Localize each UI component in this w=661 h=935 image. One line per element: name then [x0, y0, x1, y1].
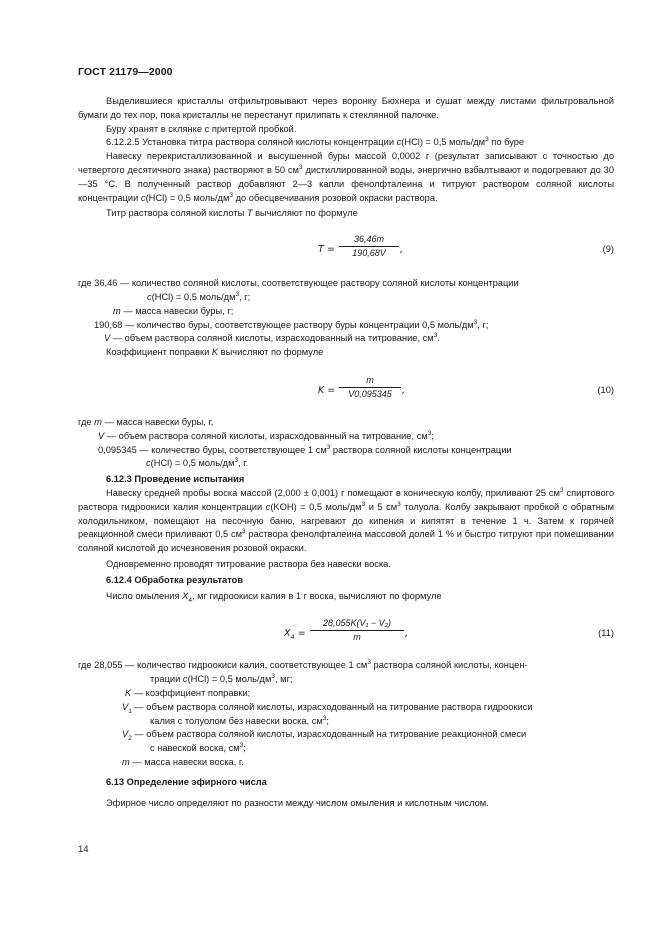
superscript: 3: [322, 714, 327, 722]
superscript: 3: [298, 163, 303, 171]
text: c: [140, 192, 146, 203]
text: Коэффициент поправки: [106, 347, 212, 358]
superscript: 3: [473, 318, 478, 326]
text: с навеской воска, см: [150, 743, 240, 754]
page-content: [78, 95, 614, 811]
text: K: [211, 347, 219, 358]
text: , мг;: [275, 674, 293, 685]
superscript: 3: [242, 528, 246, 536]
text: где 36,46 — количество соляной кислоты, соответствующее раствору соляной кислоты концентрации: [78, 278, 519, 289]
numerator: m: [339, 374, 401, 388]
paragraph: [78, 346, 614, 360]
subscript: 4: [290, 633, 295, 642]
text: толуола. Колбу закрывают пробкой с обратным холодильником, помещают на песочную баню, нагревают до кипения и кипятят в течение 1 ч. Затем к горячей реакционной смеси приливают 0,5 см: [78, 501, 614, 540]
formula-tail: ,: [405, 628, 409, 640]
legend-line: [78, 305, 614, 319]
superscript: 3: [433, 332, 438, 340]
legend-line: [78, 659, 614, 673]
denominator: V0,095345: [348, 388, 392, 399]
paragraph: [78, 150, 614, 205]
text: по буре: [488, 137, 525, 148]
legend-line: [78, 277, 614, 291]
formula-tail: ,: [402, 384, 406, 396]
formula-lhs: T =: [318, 244, 335, 256]
paragraph: [78, 590, 614, 604]
superscript: 3: [367, 659, 371, 667]
section-heading-6-13: 6.13 Определение эфирного числа: [106, 776, 267, 787]
document-header: ГОСТ 21179—2000: [78, 66, 173, 78]
text: Выделившиеся кристаллы отфильтровывают через воронку Бюхнера и сушат между листами фильтровальной бумаги до тех пор, пока кристаллы не перестанут прилипать к стеклянной палочке.: [78, 96, 614, 120]
page-number: 14: [78, 844, 89, 855]
legend-line: [78, 742, 614, 756]
superscript: 3: [326, 443, 331, 451]
legend-line: [78, 291, 614, 305]
text: ;: [326, 715, 329, 726]
text: , г;: [239, 291, 251, 302]
text: — масса навески буры, г;: [120, 305, 234, 316]
text: , г;: [477, 319, 489, 330]
text: 6.12.2.5 Установка титра раствора соляной кислоты концентрации: [106, 137, 397, 148]
superscript: 3: [234, 457, 239, 465]
text: V: [98, 430, 105, 441]
paragraph: [78, 136, 614, 150]
text: спиртового раствора гидроокиси калия концентрации: [78, 487, 614, 512]
text: раствора фенолфталеина массовой долей 1 % и быстро титруют при помешивании соляной кислотой до исчезновения розовой окраски.: [78, 529, 615, 554]
superscript: 3: [427, 429, 432, 437]
superscript: 3: [397, 500, 401, 508]
text: (HCl) = 0,5 моль/дм: [150, 458, 235, 469]
paragraph: [78, 123, 614, 137]
legend-line: [78, 715, 614, 729]
formula-lhs: [284, 627, 306, 641]
superscript: 3: [271, 673, 276, 681]
paragraph: [78, 207, 614, 221]
paragraph: Одновременно проводят титрование раствора без навески воска.: [106, 558, 391, 569]
legend-line: [78, 701, 614, 715]
formula-lhs: K =: [318, 384, 336, 396]
text: (HCl) = 0,5 моль/дм: [401, 137, 486, 148]
text: где 28,055 — количество гидроокиси калия, соответствующее 1 см: [78, 660, 368, 671]
legend-line: [78, 687, 614, 701]
paragraph: Эфирное число определяют по разности между числом омыления и кислотным числом.: [106, 798, 489, 809]
legend-line: [78, 319, 614, 333]
text: раствора соляной кислоты концентрации: [330, 444, 512, 455]
legend-line: [78, 332, 614, 346]
text: Буру хранят в склянке с притертой пробкой.: [106, 123, 297, 134]
text: дистиллированной воды, энергично взбалтывают и подогревают до 30—35 °С. В полученный раствор добавляют 2—3 капли фенолфталеина и титруют раствором соляной кислоты концентрации: [78, 164, 614, 203]
text: вычисляют по формуле: [252, 208, 358, 219]
text: V: [122, 729, 129, 740]
text: ;: [431, 430, 434, 441]
denominator: m: [353, 632, 361, 643]
text: T: [246, 208, 253, 219]
text: — масса навески воска, г.: [129, 756, 244, 767]
text: — коэффициент поправки;: [131, 687, 251, 698]
fraction: [339, 233, 399, 260]
text: m: [122, 756, 130, 767]
text: — объем раствора соляной кислоты, израсходованный на титрование, см: [104, 430, 428, 441]
text: — масса навески буры, г,: [101, 416, 214, 427]
text: калия с толуолом без навески воска, см: [150, 715, 323, 726]
text: c: [147, 291, 152, 302]
text: — объем раствора соляной кислоты, израсходованный на титрование раствора гидроокиси: [131, 701, 533, 712]
text: .: [437, 333, 440, 344]
text: (KOH) = 0,5 моль/дм: [270, 501, 362, 512]
fraction: [339, 374, 401, 401]
legend-9: [78, 277, 614, 346]
text: раствора соляной кислоты, концен-: [370, 660, 528, 671]
text: V: [104, 333, 111, 344]
legend-line: [78, 444, 614, 458]
formula-number: (10): [597, 384, 614, 395]
text: =: [297, 628, 306, 640]
legend-line: [78, 756, 614, 770]
text: , г.: [238, 458, 249, 469]
subscript: 4: [188, 596, 192, 604]
paragraph: [78, 487, 614, 556]
formula-11: [78, 613, 614, 657]
numerator: 28,055K(V₁ − V₂): [310, 617, 404, 631]
text: (HCl) = 0,5 моль/дм: [151, 291, 236, 302]
text: и 5 см: [365, 501, 398, 512]
formula-number: (9): [602, 244, 614, 255]
legend-line: [78, 430, 614, 444]
formula-tail: ,: [400, 244, 404, 256]
text: c: [146, 458, 151, 469]
text: ;: [243, 743, 246, 754]
paragraph: [78, 95, 614, 123]
text: m: [94, 416, 102, 427]
text: m: [113, 305, 121, 316]
text: где: [78, 416, 95, 427]
text: X: [284, 628, 291, 640]
text: c: [265, 501, 271, 512]
formula-10: [78, 370, 614, 414]
text: трации: [150, 674, 183, 685]
text: (HCl) = 0,5 моль/дм: [187, 674, 272, 685]
text: K: [125, 687, 132, 698]
section-heading-6-12-4: 6.12.4 Обработка результатов: [106, 574, 244, 585]
superscript: 3: [485, 136, 489, 144]
text: до обесцвечивания розовой окраски раствора.: [233, 192, 438, 203]
superscript: 3: [239, 742, 244, 749]
text: c: [396, 137, 402, 148]
formula-9: [78, 229, 614, 273]
legend-line: [78, 416, 614, 430]
text: c: [182, 674, 188, 685]
subscript: 2: [128, 735, 132, 743]
superscript: 3: [361, 500, 366, 508]
subscript: 1: [128, 707, 132, 715]
text: 190,68 — количество буры, соответствующее раствору буры концентрации 0,5 моль/дм: [94, 319, 474, 330]
superscript: 3: [559, 486, 564, 494]
formula-number: (11): [598, 628, 614, 639]
text: вычисляют по формуле: [218, 347, 324, 358]
superscript: 3: [229, 191, 234, 199]
legend-11: [78, 659, 614, 769]
text: Число омыления: [106, 590, 183, 601]
text: Навеску средней пробы воска массой (2,000 ± 0,001) г помещают в коническую колбу, приливают 25 см: [106, 487, 560, 498]
text: , мг гидроокиси калия в 1 г воска, вычисляют по формуле: [191, 590, 442, 601]
denominator: 190,68V: [352, 248, 386, 259]
text: (HCl) = 0,5 моль/дм: [145, 192, 230, 203]
legend-line: [78, 673, 614, 687]
text: 0,095345 — количество буры, соответствующее 1 см: [98, 444, 327, 455]
text: — объем раствора соляной кислоты, израсходованный на титрование реакционной смеси: [131, 729, 527, 740]
text: — объем раствора соляной кислоты, израсходованный на титрование, см: [110, 333, 434, 344]
text: Титр раствора соляной кислоты: [106, 208, 247, 219]
legend-line: [78, 728, 614, 742]
text: Навеску перекристаллизованной и высушенной буры массой 0,0002 г (результат записывают с точностью до четвертого десятичного знака) растворяют в 50 см: [78, 151, 614, 175]
text: X: [182, 590, 189, 601]
legend-line: [78, 457, 614, 471]
legend-10: [78, 416, 614, 471]
section-heading-6-12-3: 6.12.3 Проведение испытания: [106, 474, 245, 485]
fraction: [310, 617, 404, 644]
superscript: 3: [235, 290, 240, 298]
numerator: 36,46m: [339, 233, 399, 247]
text: V: [122, 701, 129, 712]
